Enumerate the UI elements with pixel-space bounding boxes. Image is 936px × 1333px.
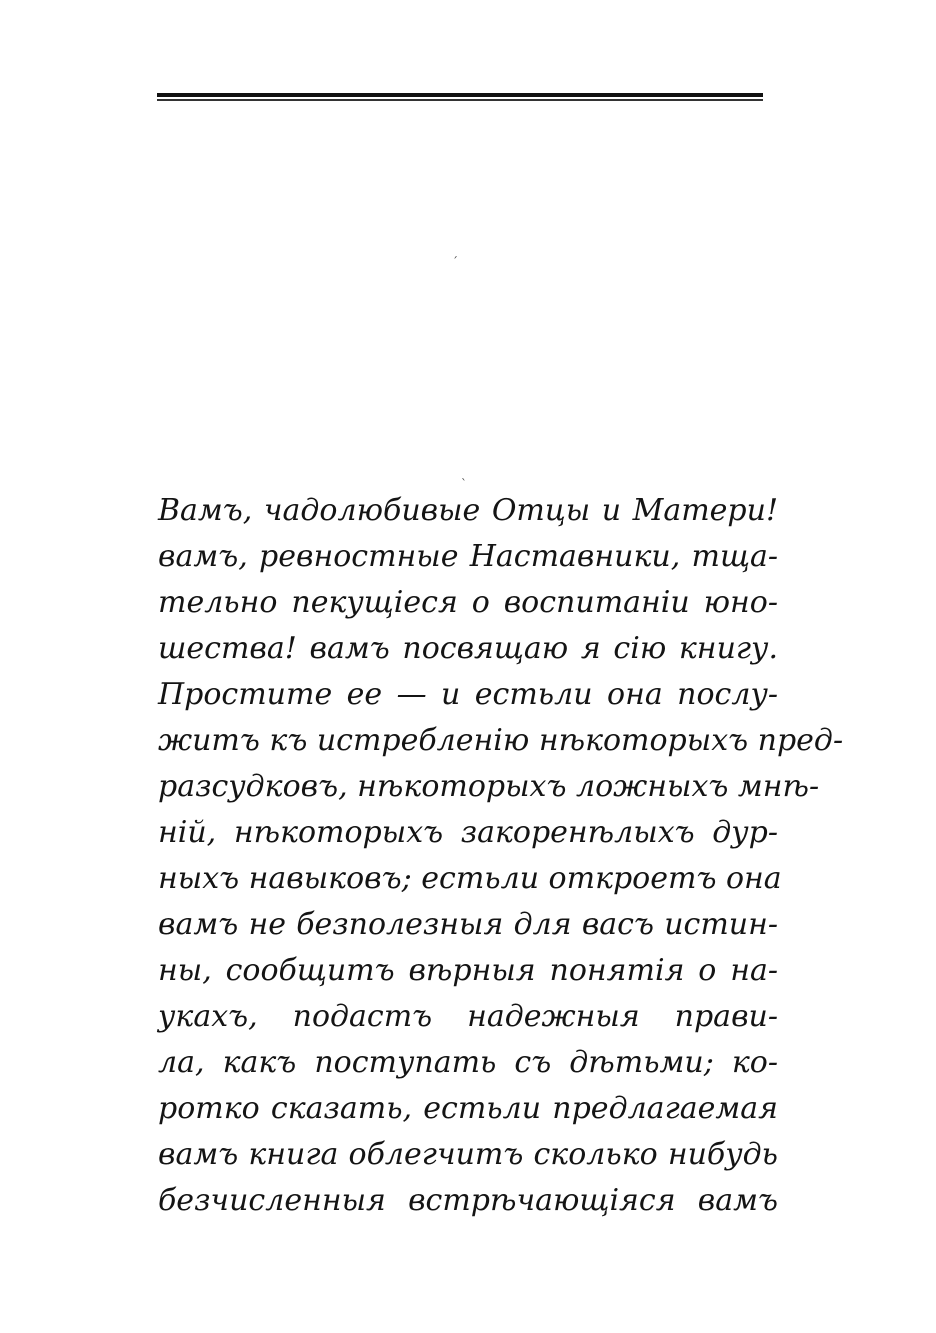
ink-speck: ˊ bbox=[452, 255, 458, 269]
text-line: вамъ, ревностные Наставники, тща- bbox=[158, 539, 778, 574]
text-line: вамъ не безполезныя для васъ истин- bbox=[158, 907, 778, 942]
header-rule bbox=[157, 93, 763, 101]
text-line: ротко сказать, естьли предлагаемая bbox=[158, 1091, 778, 1126]
text-line: ныхъ навыковъ; естьли откроетъ она bbox=[158, 861, 782, 896]
text-line: разсудковъ, нѣкоторыхъ ложныхъ мнѣ- bbox=[158, 769, 820, 804]
text-line: укахъ, подастъ надежныя прави- bbox=[158, 999, 778, 1034]
text-line: тельно пекущiеся о воспитанiи юно- bbox=[158, 585, 778, 620]
text-line: Простите ее — и естьли она послу- bbox=[158, 677, 778, 712]
text-line: ны, сообщитъ вѣрныя понятiя о на- bbox=[158, 953, 778, 988]
text-line: ла, какъ поступать съ дѣтьми; ко- bbox=[158, 1045, 778, 1080]
ink-speck: ˋ bbox=[461, 477, 467, 491]
text-line: нiй, нѣкоторыхъ закоренѣлыхъ дур- bbox=[158, 815, 778, 850]
text-line: житъ къ истребленiю нѣкоторыхъ пред- bbox=[158, 723, 844, 758]
text-line: Вамъ, чадолюбивые Отцы и Матери! bbox=[158, 493, 778, 528]
text-line: шества! вамъ посвящаю я сiю книгу. bbox=[158, 631, 778, 666]
text-line: вамъ книга облегчитъ сколько нибудь bbox=[158, 1137, 778, 1172]
dedication-text bbox=[158, 488, 844, 1224]
text-line: безчисленныя встрѣчающiяся вамъ bbox=[158, 1183, 778, 1218]
